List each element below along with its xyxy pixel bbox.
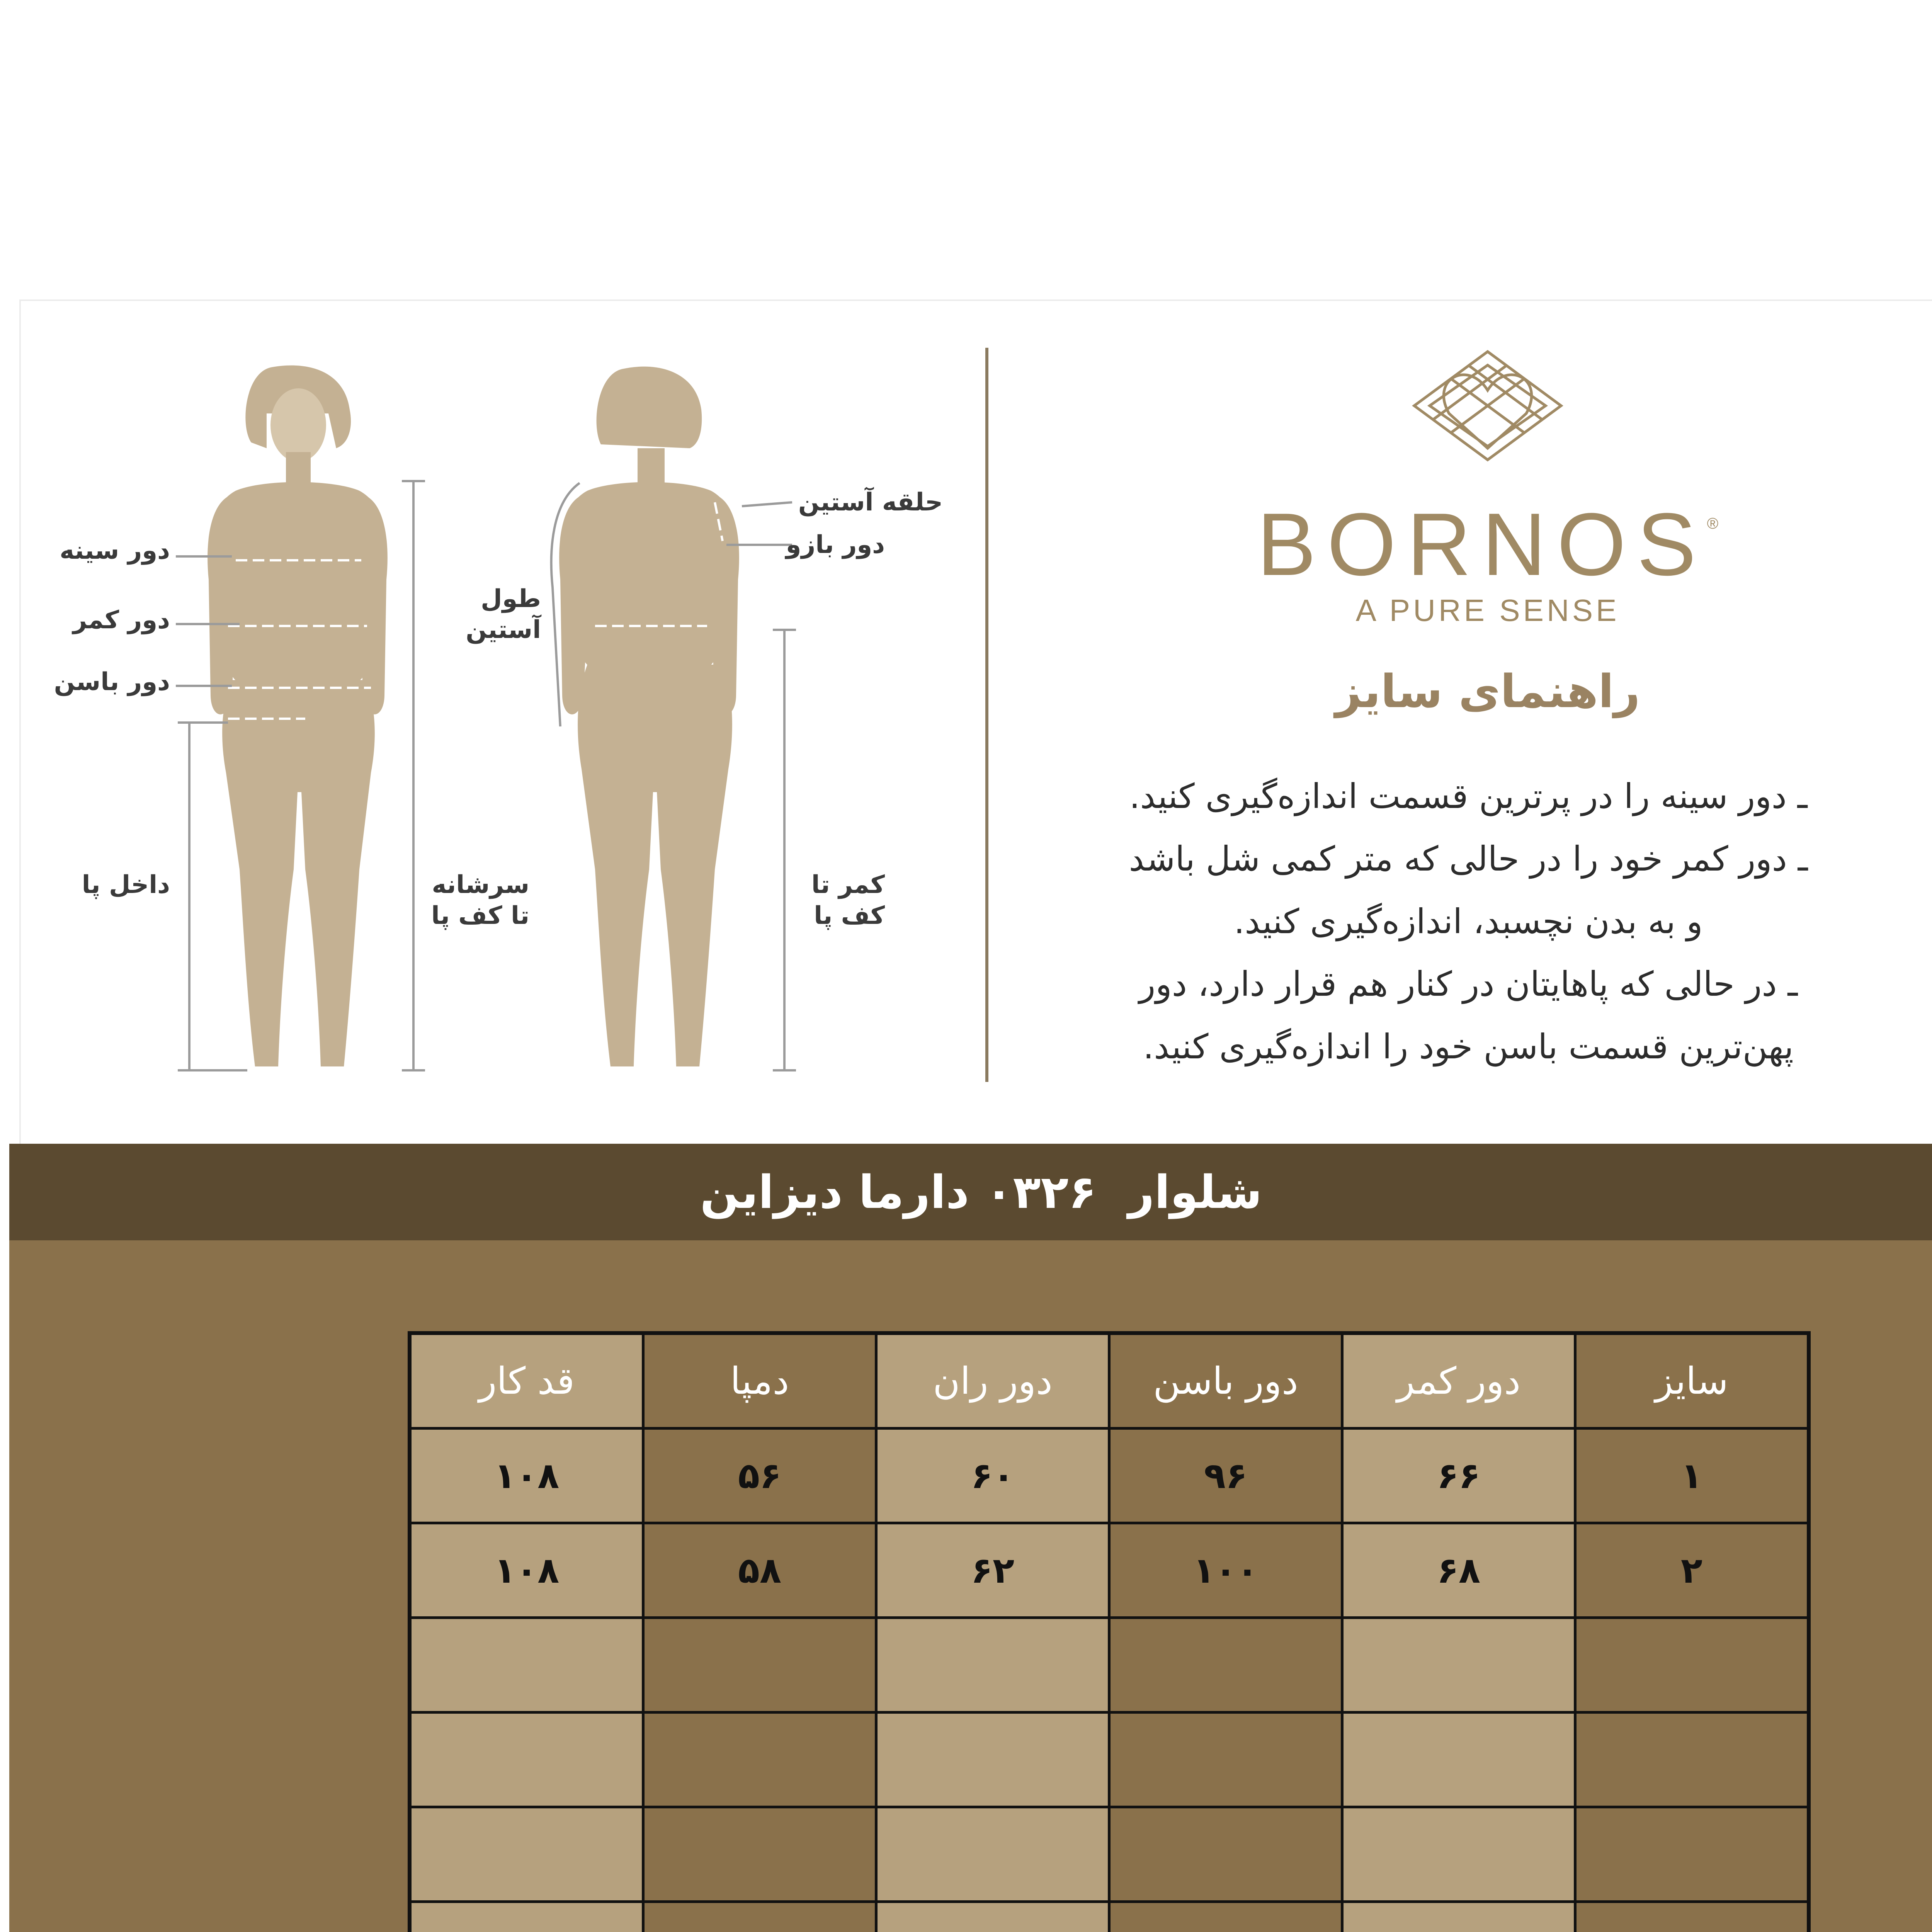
label-bust: دور سینه — [60, 536, 170, 565]
instruction-line: و به بدن نچسبد، اندازه‌گیری کنید. — [1234, 901, 1703, 941]
table-cell: ۶۲ — [876, 1523, 1109, 1618]
instruction-line: ـ دور کمر خود را در حالی که متر کمی شل باشد — [1129, 839, 1808, 879]
header-length: قد کار — [410, 1333, 643, 1429]
size-guide-instructions — [1043, 765, 1893, 1078]
table-cell — [876, 1807, 1109, 1902]
table-cell — [1109, 1807, 1342, 1902]
table-cell: ۱۰۸ — [410, 1523, 643, 1618]
table-cell — [876, 1902, 1109, 1932]
table-cell — [876, 1713, 1109, 1807]
product-header-band — [9, 1144, 1932, 1240]
table-cell: ۱۰۸ — [410, 1429, 643, 1523]
table-cell — [1575, 1902, 1809, 1932]
table-cell — [1109, 1713, 1342, 1807]
body-measurement-diagram — [0, 0, 1005, 1144]
table-cell — [643, 1713, 876, 1807]
header-size: سایز — [1575, 1333, 1809, 1429]
table-cell — [643, 1618, 876, 1713]
table-cell: ۵۸ — [643, 1523, 876, 1618]
table-cell — [1342, 1902, 1575, 1932]
table-cell — [1342, 1713, 1575, 1807]
table-cell — [643, 1902, 876, 1932]
table-row — [410, 1429, 1809, 1523]
table-cell: ۶۰ — [876, 1429, 1109, 1523]
table-row — [410, 1902, 1809, 1932]
header-hem: دمپا — [643, 1333, 876, 1429]
table-cell — [410, 1618, 643, 1713]
header-thigh: دور ران — [876, 1333, 1109, 1429]
table-cell — [1109, 1902, 1342, 1932]
header-hip: دور باسن — [1109, 1333, 1342, 1429]
table-cell: ۵۶ — [643, 1429, 876, 1523]
table-row — [410, 1618, 1809, 1713]
product-title: شلوار ۰۳۲۶ دارما دیزاین — [700, 1165, 1262, 1219]
table-cell — [1109, 1618, 1342, 1713]
table-cell: ۹۶ — [1109, 1429, 1342, 1523]
brand-tagline: A PURE SENSE — [1355, 593, 1620, 628]
label-waist: دور کمر — [73, 606, 170, 634]
back-body-figure — [559, 367, 739, 1066]
instruction-line: ـ در حالی که پاهایتان در کنار هم قرار دارد، دور — [1139, 964, 1798, 1004]
vertical-divider — [985, 348, 988, 1082]
instruction-line: ـ دور سینه را در پرترین قسمت اندازه‌گیری کنید. — [1129, 776, 1808, 816]
brand-block — [1159, 348, 1816, 628]
instruction-line: پهن‌ترین قسمت باسن خود را اندازه‌گیری کنید. — [1143, 1027, 1794, 1066]
table-cell — [410, 1807, 643, 1902]
table-header-row — [410, 1333, 1809, 1429]
table-cell — [1575, 1618, 1809, 1713]
size-table — [408, 1331, 1811, 1932]
table-cell — [1575, 1807, 1809, 1902]
table-cell — [643, 1807, 876, 1902]
brand-name: BORNOS® — [1257, 495, 1719, 594]
table-cell — [410, 1902, 643, 1932]
table-cell: ۶۸ — [1342, 1523, 1575, 1618]
label-waist-to-foot: کمر تا کف پا — [811, 871, 885, 930]
table-cell — [1342, 1807, 1575, 1902]
table-cell: ۶۶ — [1342, 1429, 1575, 1523]
label-sleeve-length: طول آستین — [466, 585, 541, 644]
size-guide-title: راهنمای سایز — [1335, 665, 1640, 718]
table-cell — [410, 1713, 643, 1807]
header-waist: دور کمر — [1342, 1333, 1575, 1429]
label-shoulder-to-foot: سرشانه تا کف پا — [431, 871, 529, 930]
table-cell — [1575, 1713, 1809, 1807]
label-bicep: دور بازو — [786, 531, 885, 559]
table-row — [410, 1713, 1809, 1807]
table-cell: ۱ — [1575, 1429, 1809, 1523]
table-row — [410, 1523, 1809, 1618]
label-armhole: حلقه آستین — [798, 488, 943, 517]
front-body-figure — [207, 366, 388, 1066]
table-cell — [876, 1618, 1109, 1713]
table-cell — [1342, 1618, 1575, 1713]
table-row — [410, 1807, 1809, 1902]
table-cell: ۲ — [1575, 1523, 1809, 1618]
diamond-heart-logo-icon — [1406, 348, 1569, 464]
table-cell: ۱۰۰ — [1109, 1523, 1342, 1618]
label-hip: دور باسن — [54, 668, 170, 696]
label-inseam: داخل پا — [82, 871, 170, 899]
